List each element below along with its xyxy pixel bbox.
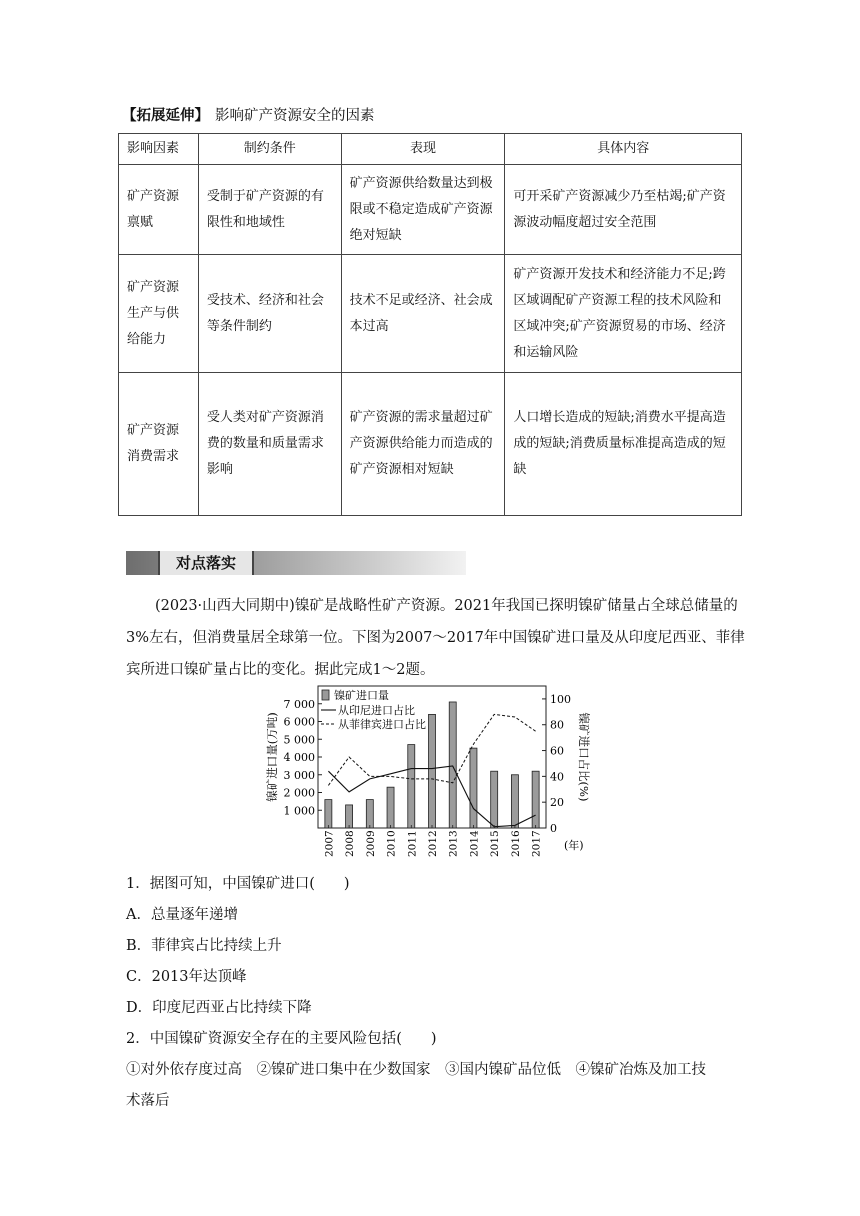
x-tick-label: 2016 <box>509 830 522 857</box>
table-row <box>119 255 742 373</box>
x-tick-label: 2009 <box>364 830 377 857</box>
right-tick-label: 60 <box>550 744 564 758</box>
right-tick-label: 80 <box>550 718 564 732</box>
cell-content: 可开采矿产资源减少乃至枯竭;矿产资源波动幅度超过安全范围 <box>505 165 742 255</box>
x-tick-label: 2014 <box>468 830 481 857</box>
x-tick-label: 2012 <box>427 830 439 857</box>
bar-2015 <box>491 771 498 828</box>
left-tick-label: 4 000 <box>283 751 315 764</box>
left-tick-label: 2 000 <box>283 786 315 800</box>
extension-heading <box>122 104 375 125</box>
cell-factor: 矿产资源消费需求 <box>119 373 199 516</box>
legend <box>321 688 426 731</box>
question-1-option-c: C．2013年达顶峰 <box>126 969 247 985</box>
left-axis-ticks <box>284 698 323 818</box>
right-tick-label: 0 <box>550 822 557 835</box>
x-tick-label: 2007 <box>323 830 336 857</box>
question-1-option-d: D．印度尼西亚占比持续下降 <box>126 1000 312 1016</box>
left-tick-label: 5 000 <box>283 733 315 747</box>
left-axis-label: 镍矿进口量(万吨) <box>265 712 279 802</box>
intro-paragraph: (2023·山西大同期中)镍矿是战略性矿产资源。2021年我国已探明镍矿储量占全球总储量的3%左右，但消费量居全球第一位。下图为2007～2017年中国镍矿进口量及从印度尼西亚、菲律宾所进口镍矿量占比的变化。据此完成1～2题。 <box>126 598 745 678</box>
x-tick-label: 2015 <box>489 830 502 857</box>
cell-content: 人口增长造成的短缺;消费水平提高造成的短缺;消费质量标准提高造成的短缺 <box>505 373 742 516</box>
right-tick-label: 100 <box>550 692 571 706</box>
x-tick-label: 2017 <box>530 830 543 857</box>
question-1-option-a: A．总量逐年递增 <box>126 907 238 923</box>
cell-performance: 技术不足或经济、社会成本过高 <box>341 255 505 373</box>
x-axis-tick-labels <box>323 825 542 857</box>
bar-2014 <box>470 748 477 828</box>
right-tick-label: 20 <box>550 796 564 810</box>
cell-factor: 矿产资源生产与供给能力 <box>119 255 199 373</box>
cell-condition: 受人类对矿产资源消费的数量和质量需求影响 <box>198 373 341 516</box>
left-tick-label: 1 000 <box>283 804 315 818</box>
cell-condition: 受制于矿产资源的有限性和地域性 <box>198 165 341 255</box>
legend-label-indonesia: 从印尼进口占比 <box>338 704 415 717</box>
question-2-items-cont: 术落后 <box>126 1093 170 1109</box>
cell-content: 矿产资源开发技术和经济能力不足;跨区域调配矿产资源工程的技术风险和区域冲突;矿产资源贸易的市场、经济和运输风险 <box>505 255 742 373</box>
table-header-row <box>119 134 742 165</box>
bar-2007 <box>325 800 332 828</box>
factors-table <box>118 133 742 516</box>
bar-2012 <box>429 714 436 828</box>
x-tick-label: 2013 <box>447 830 460 857</box>
bar-2017 <box>532 771 539 828</box>
x-tick-label: 2011 <box>406 830 419 857</box>
header-condition: 制约条件 <box>198 134 341 165</box>
section-title: 对点落实 <box>158 551 254 575</box>
question-2-items: ①对外依存度过高 ②镍矿进口集中在少数国家 ③国内镍矿品位低 ④镍矿冶炼及加工技 <box>126 1062 706 1078</box>
header-content: 具体内容 <box>505 134 742 165</box>
bar-2013 <box>449 702 456 828</box>
x-tick-label: 2008 <box>344 830 357 857</box>
bar-2016 <box>511 775 518 828</box>
left-tick-label: 6 000 <box>283 715 315 729</box>
right-tick-label: 40 <box>550 770 564 784</box>
header-performance: 表现 <box>341 134 505 165</box>
table-row <box>119 373 742 516</box>
cell-condition: 受技术、经济和社会等条件制约 <box>198 255 341 373</box>
legend-bar-swatch <box>322 690 329 700</box>
bar-2011 <box>408 745 415 828</box>
nickel-import-chart <box>262 684 592 864</box>
extension-title: 影响矿产资源安全的因素 <box>215 108 375 124</box>
x-tick-label: 2010 <box>385 830 398 857</box>
left-tick-label: 7 000 <box>283 697 315 711</box>
right-axis-label: 镍矿进口占比(%) <box>577 712 591 802</box>
left-tick-label: 3 000 <box>283 768 315 782</box>
legend-label-philippines: 从菲律宾进口占比 <box>338 718 426 731</box>
bar-2010 <box>387 787 394 828</box>
cell-performance: 矿产资源的需求量超过矿产资源供给能力而造成的矿产资源相对短缺 <box>341 373 505 516</box>
section-banner <box>126 551 466 575</box>
extension-tag: 【拓展延伸】 <box>122 108 209 124</box>
x-axis-unit: (年) <box>564 839 584 852</box>
question-2-stem: 2．中国镍矿资源安全存在的主要风险包括( ) <box>126 1031 437 1047</box>
question-1-stem: 1．据图可知，中国镍矿进口( ) <box>126 876 350 892</box>
legend-label-imports: 镍矿进口量 <box>334 689 389 702</box>
table-row <box>119 165 742 255</box>
cell-factor: 矿产资源禀赋 <box>119 165 199 255</box>
question-1-option-b: B．菲律宾占比持续上升 <box>126 938 282 954</box>
header-factor: 影响因素 <box>119 134 199 165</box>
bar-2009 <box>366 800 373 828</box>
bar-2008 <box>346 805 353 828</box>
cell-performance: 矿产资源供给数量达到极限或不稳定造成矿产资源绝对短缺 <box>341 165 505 255</box>
